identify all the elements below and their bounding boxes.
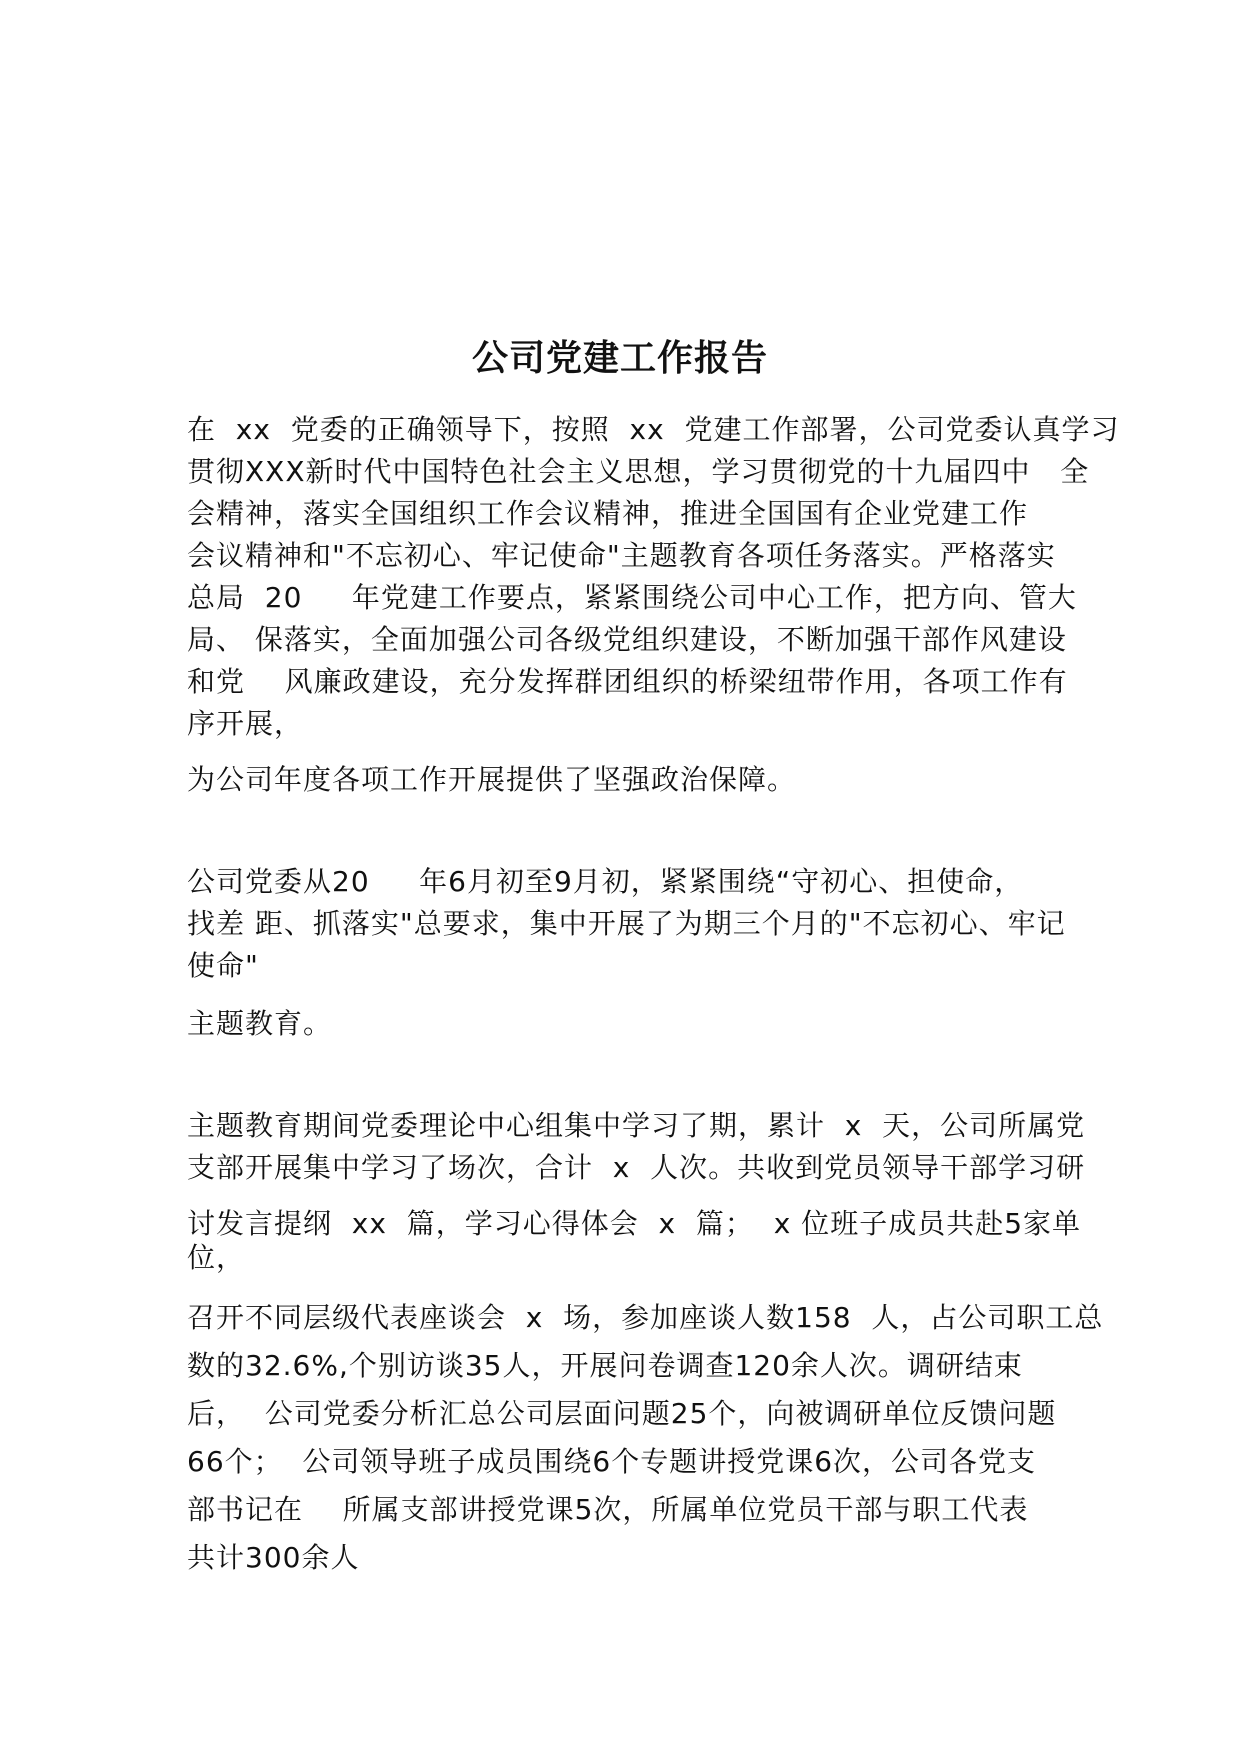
paragraph-1-line-8: 序开展， <box>187 707 304 740</box>
paragraph-2-line-1: 为公司年度各项工作开展提供了坚强政治保障。 <box>187 763 797 796</box>
paragraph-5-line-1: 主题教育期间党委理论中心组集中学习了期，累计 x 天，公司所属党 <box>187 1109 1086 1142</box>
paragraph-3-line-1: 公司党委从20 年6月初至9月初，紧紧围绕“守初心、担使命， <box>187 865 1024 898</box>
paragraph-1-line-4: 会议精神和"不忘初心、牢记使命"主题教育各项任务落实。严格落实 <box>187 539 1056 572</box>
paragraph-7-line-1: 召开不同层级代表座谈会 x 场，参加座谈人数158 人，占公司职工总 <box>187 1301 1104 1334</box>
paragraph-7-line-3: 后， 公司党委分析汇总公司层面问题25个，向被调研单位反馈问题 <box>187 1397 1057 1430</box>
paragraph-7-line-4: 66个； 公司领导班子成员围绕6个专题讲授党课6次，公司各党支 <box>187 1445 1037 1478</box>
paragraph-1-line-3: 会精神，落实全国组织工作会议精神，推进全国国有企业党建工作 <box>187 497 1029 530</box>
paragraph-6-line-2: 位， <box>187 1241 246 1274</box>
paragraph-7-line-6: 共计300余人 <box>187 1541 360 1574</box>
paragraph-3-line-3: 使命" <box>187 949 259 982</box>
paragraph-7-line-5: 部书记在 所属支部讲授党课5次，所属单位党员干部与职工代表 <box>187 1493 1029 1526</box>
paragraph-1-line-1: 在 xx 党委的正确领导下，按照 xx 党建工作部署，公司党委认真学习 <box>187 413 1120 446</box>
document-title: 公司党建工作报告 <box>471 337 768 379</box>
paragraph-1-line-2: 贯彻XXX新时代中国特色社会主义思想，学习贯彻党的十九届四中 全 <box>187 455 1090 488</box>
paragraph-6-line-1: 讨发言提纲 xx 篇，学习心得体会 x 篇； x 位班子成员共赴5家单 <box>187 1207 1082 1240</box>
paragraph-1-line-7: 和党 风廉政建设，充分发挥群团组织的桥梁纽带作用，各项工作有 <box>187 665 1068 698</box>
paragraph-1-line-6: 局、 保落实，全面加强公司各级党组织建设，不断加强干部作风建设 <box>187 623 1067 656</box>
paragraph-5-line-2: 支部开展集中学习了场次，合计 x 人次。共收到党员领导干部学习研 <box>187 1151 1086 1184</box>
paragraph-3-line-2: 找差 距、抓落实"总要求，集中开展了为期三个月的"不忘初心、牢记 <box>187 907 1066 940</box>
paragraph-1-line-5: 总局 20 年党建工作要点，紧紧围绕公司中心工作，把方向、管大 <box>187 581 1077 614</box>
paragraph-4-line-1: 主题教育。 <box>187 1007 333 1040</box>
paragraph-7-line-2: 数的32.6%,个别访谈35人，开展问卷调查120余人次。调研结束 <box>187 1349 1023 1382</box>
